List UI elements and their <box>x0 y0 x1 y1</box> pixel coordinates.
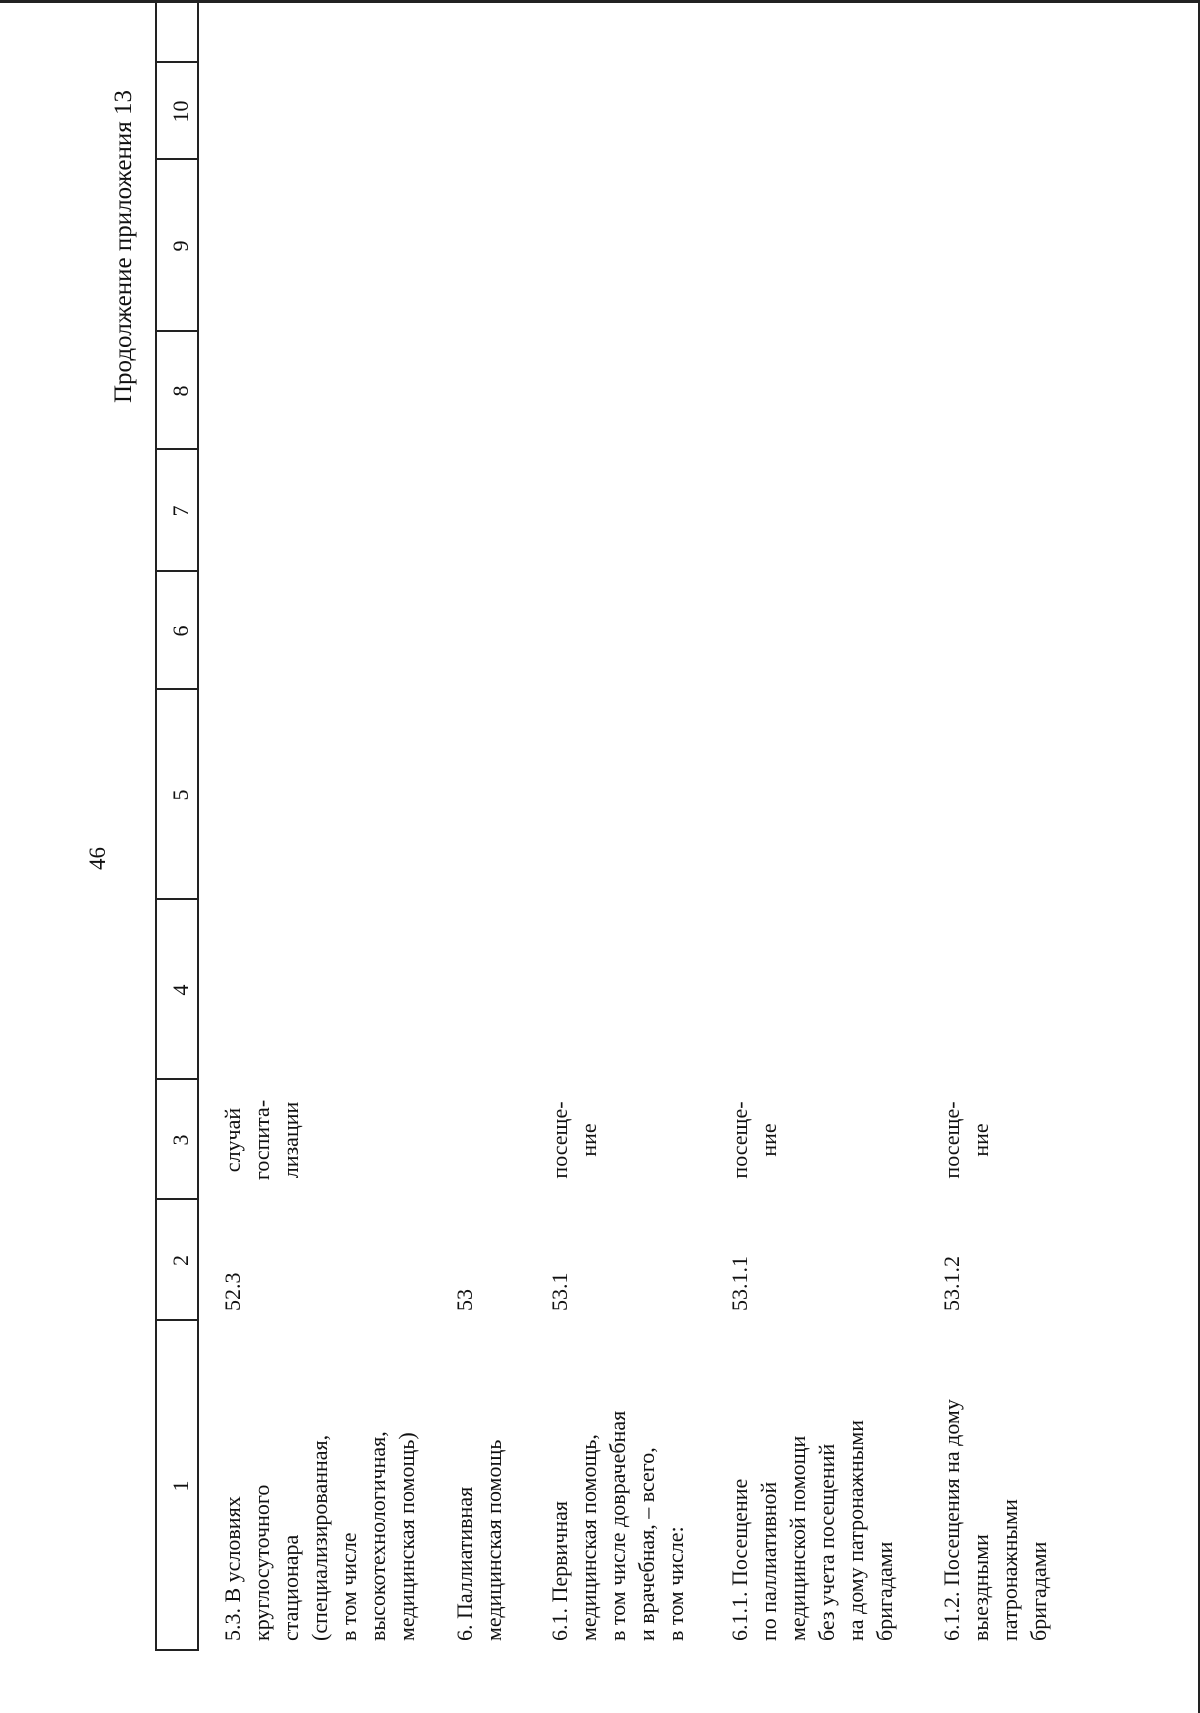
table-row-code: 53.1 <box>547 1272 572 1311</box>
table-row-unit: посеще- ние <box>547 1101 601 1179</box>
page-number: 46 <box>85 847 110 870</box>
table-row-name: 6.1.1. Посещение по паллиативной медицинской помощи без учета посещений на дому патронажными бригадами <box>727 1419 897 1641</box>
column-number: 1 <box>168 1480 193 1492</box>
table-row-name: 6.1. Первичная медицинская помощь, в том числе доврачебная и врачебная, – всего, в том числе: <box>547 1410 688 1641</box>
column-number: 6 <box>168 625 193 637</box>
column-number: 9 <box>168 240 193 252</box>
header-bottom-border <box>197 1 199 1651</box>
table-row-code: 53.1.2 <box>939 1256 964 1311</box>
column-number: 3 <box>168 1134 193 1146</box>
table-row-name: 5.3. В условиях круглосуточного стационара (специализированная, в том числе высокотехнологичная, медицинская помощь) <box>220 1431 419 1641</box>
column-number: 5 <box>168 789 193 801</box>
table-row-code: 53 <box>452 1289 477 1311</box>
column-number: 8 <box>168 385 193 397</box>
column-number: 10 <box>168 100 193 123</box>
table-top-border <box>155 1 157 1651</box>
table-row-code: 53.1.1 <box>727 1256 752 1311</box>
table-row-unit: случай госпита- лизации <box>220 1099 303 1181</box>
table-row-name: 6. Паллиативная медицинская помощь <box>452 1439 506 1641</box>
continuation-caption: Продолжение приложения 13 <box>110 89 137 403</box>
table-row-code: 52.3 <box>220 1272 245 1311</box>
column-number: 2 <box>168 1255 193 1266</box>
table-row-unit: посеще- ние <box>939 1101 993 1179</box>
column-number: 4 <box>168 984 193 996</box>
column-number: 7 <box>168 505 193 517</box>
table-row-unit: посеще- ние <box>727 1101 781 1179</box>
table-row-name: 6.1.2. Посещения на дому выездными патронажными бригадами <box>939 1399 1051 1641</box>
